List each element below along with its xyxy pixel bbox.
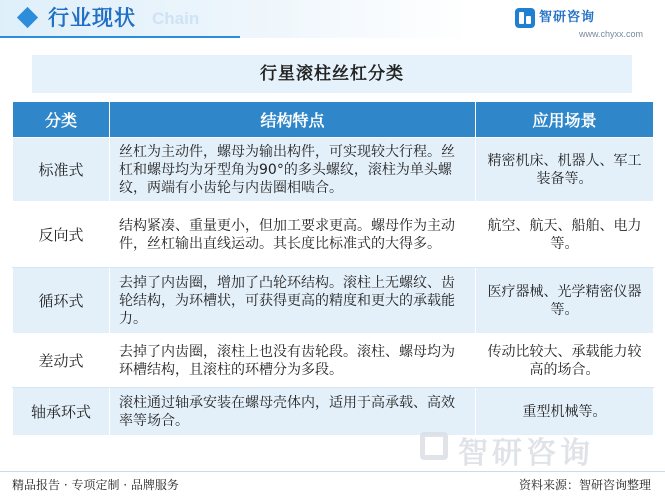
table-row — [13, 138, 654, 202]
cell-type: 差动式 — [13, 334, 110, 388]
brand-url[interactable]: www.chyxx.com — [578, 29, 643, 39]
brand-logo[interactable] — [515, 6, 645, 42]
cell-applications: 医疗器械、光学精密仪器等。 — [476, 268, 654, 334]
cell-applications: 航空、航天、船舶、电力等。 — [476, 202, 654, 268]
table-row — [13, 268, 654, 334]
cell-applications: 重型机械等。 — [476, 388, 654, 436]
table-header-row — [13, 102, 654, 138]
page-footer — [0, 468, 665, 498]
footer-services: 精品报告 · 专项定制 · 品牌服务 — [12, 478, 179, 492]
watermark-logo-icon — [420, 432, 448, 460]
cell-type: 循环式 — [13, 268, 110, 334]
cell-applications: 传动比较大、承载能力较高的场合。 — [476, 334, 654, 388]
cell-features: 丝杠为主动件，螺母为输出构件，可实现较大行程。丝杠和螺母均为牙型角为90°的多头螺纹，滚柱为单头螺纹，两端有小齿轮与内齿圈相啮合。 — [110, 138, 476, 202]
cell-features: 去掉了内齿圈，滚柱上也没有齿轮段。滚柱、螺母均为环槽结构，且滚柱的环槽分为多段。 — [110, 334, 476, 388]
brand-name: 智研咨询 — [539, 10, 596, 25]
footer-source: 资料来源：智研咨询整理 — [518, 478, 651, 492]
header-underline — [0, 36, 240, 38]
cell-features: 滚柱通过轴承安装在螺母壳体内，适用于高承载、高效率等场合。 — [110, 388, 476, 436]
footer-divider — [0, 471, 665, 472]
watermark-brand: 智研咨询 — [458, 436, 594, 471]
cell-type: 反向式 — [13, 202, 110, 268]
cell-applications: 精密机床、机器人、军工装备等。 — [476, 138, 654, 202]
cell-type: 轴承环式 — [13, 388, 110, 436]
column-header-features: 结构特点 — [110, 102, 476, 138]
zhiyan-logo-icon — [515, 8, 535, 28]
section-title: 行业现状 — [48, 6, 136, 30]
cell-features: 去掉了内齿圈，增加了凸轮环结构。滚柱上无螺纹、齿轮结构，为环槽状，可获得更高的精度和更大的承载能力。 — [110, 268, 476, 334]
column-header-type: 分类 — [13, 102, 110, 138]
table-row — [13, 334, 654, 388]
header-watermark: Chain — [152, 9, 200, 28]
table-title: 行星滚柱丝杠分类 — [32, 55, 632, 93]
cell-type: 标准式 — [13, 138, 110, 202]
cell-features: 结构紧凑、重量更小，但加工要求更高。螺母作为主动件，丝杠输出直线运动。其长度比标准式的大得多。 — [110, 202, 476, 268]
classification-table — [12, 101, 654, 436]
table-row — [13, 202, 654, 268]
column-header-applications: 应用场景 — [476, 102, 654, 138]
